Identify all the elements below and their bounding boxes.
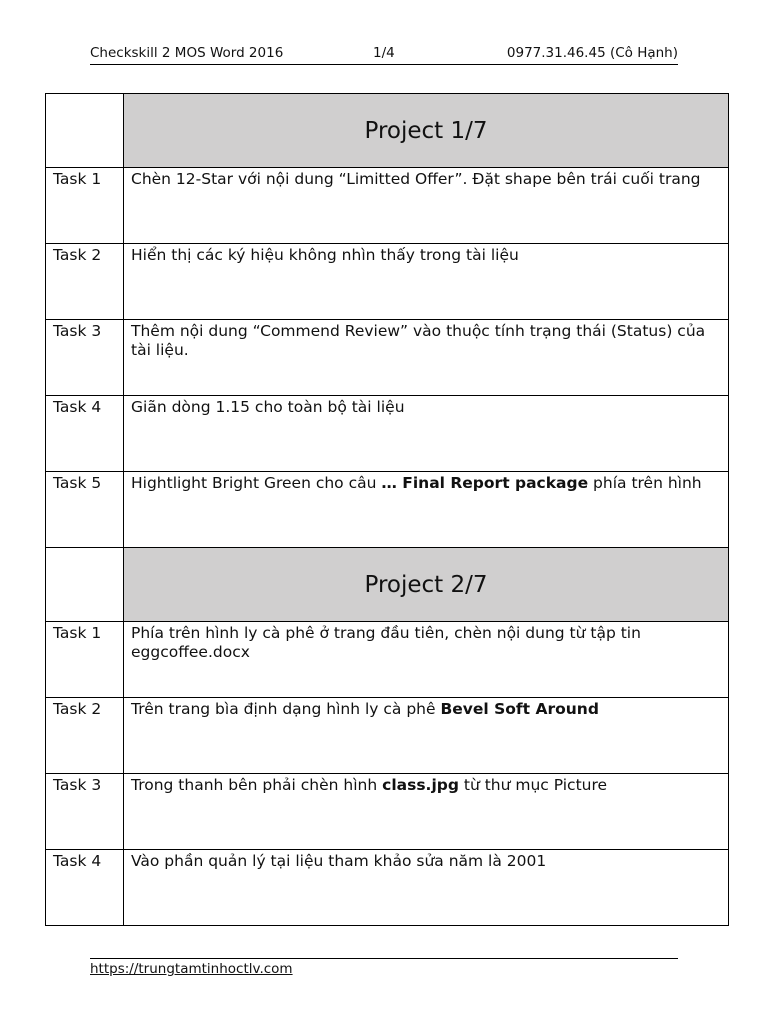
- task-description: Giãn dòng 1.15 cho toàn bộ tài liệu: [124, 396, 729, 472]
- task-label: Task 4: [46, 850, 124, 926]
- page-number: 1/4: [373, 45, 395, 61]
- project-header-row: [46, 94, 729, 168]
- task-label: Task 2: [46, 698, 124, 774]
- task-text: Trong thanh bên phải chèn hình: [131, 776, 383, 794]
- task-description: Vào phần quản lý tại liệu tham khảo sửa năm là 2001: [124, 850, 729, 926]
- footer-link[interactable]: https://trungtamtinhoctlv.com: [90, 961, 293, 977]
- page-header: [90, 45, 678, 65]
- task-description: Chèn 12-Star với nội dung “Limitted Offer”. Đặt shape bên trái cuối trang: [124, 168, 729, 244]
- task-text: từ thư mục Picture: [458, 776, 608, 794]
- header-title: Checkskill 2 MOS Word 2016: [90, 45, 284, 61]
- header-contact: 0977.31.46.45 (Cô Hạnh): [506, 45, 678, 61]
- table-row: [46, 472, 729, 548]
- table-row: [46, 698, 729, 774]
- project-title: Project 1/7: [124, 94, 729, 168]
- task-label: Task 3: [46, 320, 124, 396]
- task-text: phía trên hình: [588, 474, 702, 492]
- task-label: Task 5: [46, 472, 124, 548]
- page-footer: [90, 958, 678, 977]
- task-label: Task 1: [46, 168, 124, 244]
- project-header-empty-cell: [46, 94, 124, 168]
- table-row: [46, 244, 729, 320]
- task-description: [124, 698, 729, 774]
- task-description: [124, 774, 729, 850]
- project-header-row: [46, 548, 729, 622]
- task-description: [124, 472, 729, 548]
- table-row: [46, 168, 729, 244]
- task-description: Thêm nội dung “Commend Review” vào thuộc tính trạng thái (Status) của tài liệu.: [124, 320, 729, 396]
- project-title: Project 2/7: [124, 548, 729, 622]
- task-text: Hightlight Bright Green cho câu: [131, 474, 382, 492]
- task-description: Hiển thị các ký hiệu không nhìn thấy trong tài liệu: [124, 244, 729, 320]
- table-row: [46, 396, 729, 472]
- task-label: Task 2: [46, 244, 124, 320]
- task-description: Phía trên hình ly cà phê ở trang đầu tiên, chèn nội dung từ tập tin eggcoffee.docx: [124, 622, 729, 698]
- task-text-bold: … Final Report package: [381, 474, 589, 492]
- table-row: [46, 774, 729, 850]
- task-table: [45, 93, 729, 926]
- task-label: Task 3: [46, 774, 124, 850]
- task-text-bold: class.jpg: [382, 776, 459, 794]
- task-text: Trên trang bìa định dạng hình ly cà phê: [131, 700, 441, 718]
- task-label: Task 4: [46, 396, 124, 472]
- table-row: [46, 850, 729, 926]
- table-row: [46, 622, 729, 698]
- task-label: Task 1: [46, 622, 124, 698]
- task-text-bold: Bevel Soft Around: [440, 700, 599, 718]
- table-row: [46, 320, 729, 396]
- project-header-empty-cell: [46, 548, 124, 622]
